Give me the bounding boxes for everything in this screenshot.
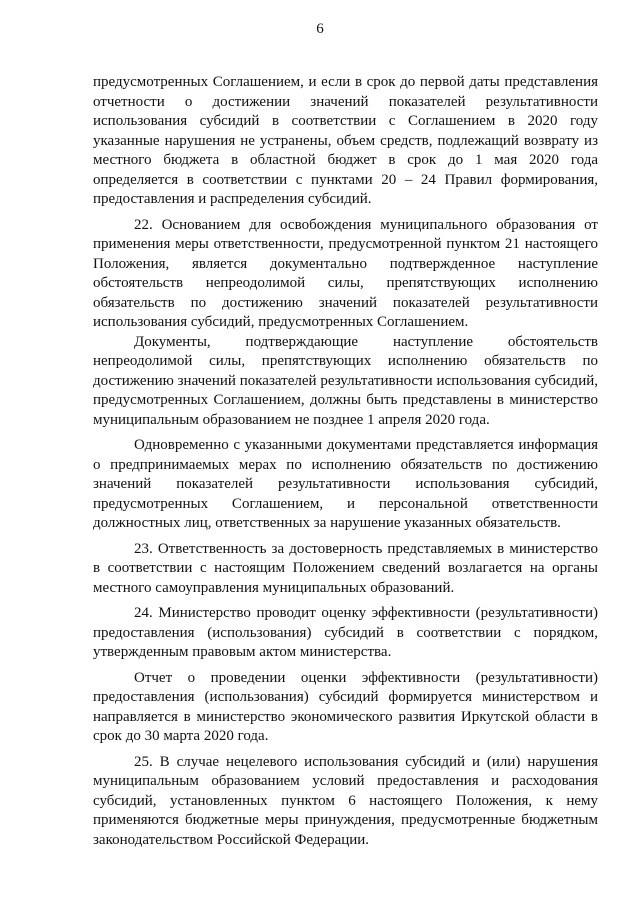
paragraph-clause-23: 23. Ответственность за достоверность представляемых в министерство в соответствии с настоящим Положением сведений возлагается на органы местного самоуправления муниципальных образований. (93, 540, 598, 596)
paragraph-continuation: предусмотренных Соглашением, и если в срок до первой даты представления отчетности о достижении значений показателей результативности использования субсидий в соответствии с Соглашением в 2020 году указанные нарушения не устранены, объем средств, подлежащий возврату из местного бюджета в областной бюджет в срок до 1 мая 2020 года определяется в соответствии с пунктами 20 – 24 Правил формирования, предоставления и распределения субсидий. (93, 74, 598, 207)
paragraph-clause-25: 25. В случае нецелевого использования субсидий и (или) нарушения муниципальным образованием условий предоставления и расходования субсидий, установленных пунктом 6 настоящего Положения, к нему применяются бюджетные меры принуждения, предусмотренные бюджетным законодательством Российской Федерации. (93, 753, 598, 848)
paragraph-report: Отчет о проведении оценки эффективности (результативности) предоставления (использования) субсидий формируется министерством и направляется в министерство экономического развития Иркутской области в срок до 30 марта 2020 года. (93, 669, 598, 744)
page-number: 6 (316, 21, 324, 37)
paragraph-documents: Документы, подтверждающие наступление обстоятельств непреодолимой силы, препятствующих исполнению обязательств по достижению значений показателей результативности использования субсидий, предусмотренных Соглашением, должны быть представлены в министерство муниципальным образованием не позднее 1 апреля 2020 года. (93, 333, 598, 428)
paragraph-simultaneously: Одновременно с указанными документами представляется информация о предпринимаемых мерах по исполнению обязательств по достижению значений показателей результативности использования субсидий, предусмотренных Соглашением, и персональной ответственности должностных лиц, ответственных за нарушение указанных обязательств. (93, 437, 598, 531)
paragraph-clause-22: 22. Основанием для освобождения муниципального образования от применения меры ответственности, предусмотренной пунктом 21 настоящего Положения, является документально подтвержденное наступление обстоятельств непреодолимой силы, препятствующих исполнению обязательств по достижению значений показателей результативности использования субсидий, предусмотренных Соглашением. (93, 216, 598, 330)
document-body (93, 73, 598, 850)
paragraph-clause-24: 24. Министерство проводит оценку эффективности (результативности) предоставления (использования) субсидий в соответствии с порядком, утвержденным правовым актом министерства. (93, 605, 598, 660)
